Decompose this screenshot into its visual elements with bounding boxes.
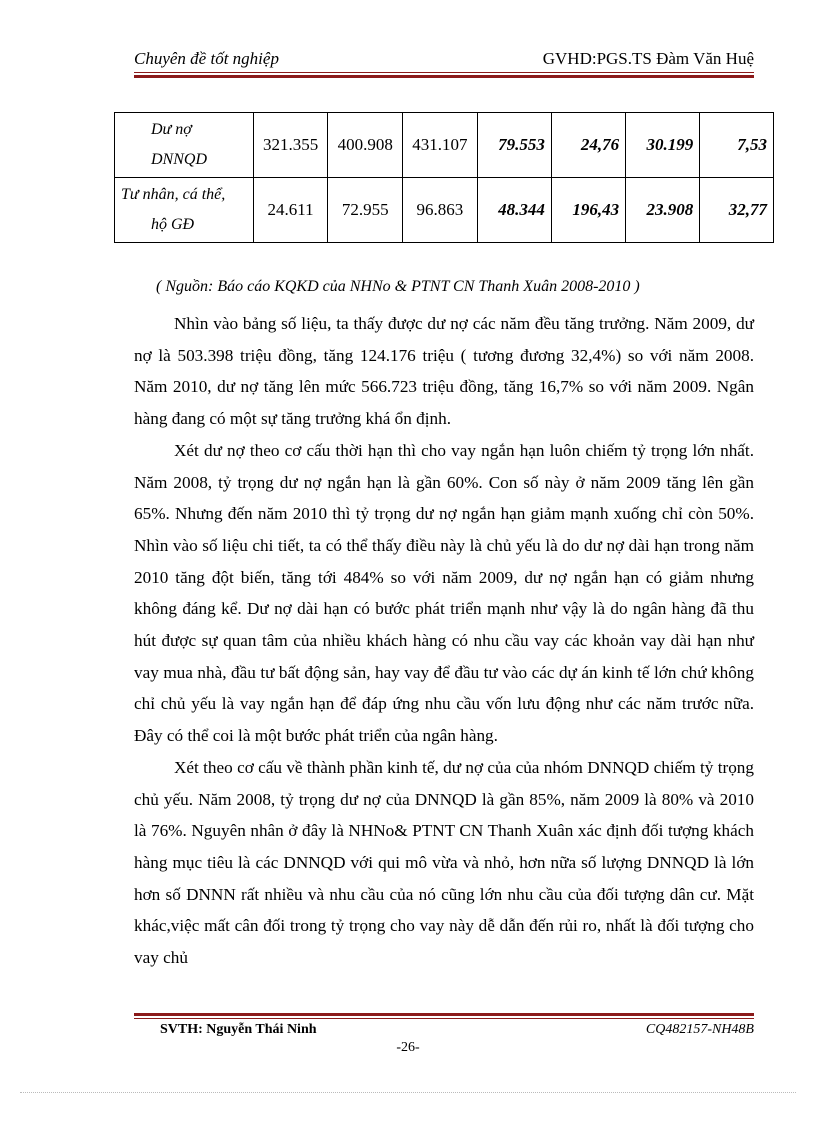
footer-code: CQ482157-NH48B [645, 1022, 754, 1037]
header-advisor: GVHD:PGS.TS Đàm Văn Huệ [542, 49, 754, 68]
body-text [134, 308, 754, 974]
page-header [134, 46, 754, 70]
table-source-note: ( Nguồn: Báo cáo KQKD của NHNo & PTNT CN Thanh Xuân 2008-2010 ) [156, 278, 640, 295]
table-cell: 23.908 [626, 178, 700, 243]
paragraph: Nhìn vào bảng số liệu, ta thấy được dư nợ các năm đều tăng trưởng. Năm 2009, dư nợ là 503.398 triệu đồng, tăng 124.176 triệu ( tương đương 32,4%) so với năm 2008. Năm 2010, dư nợ tăng lên mức 566.723 triệu đồng, tăng 16,7% so với năm 2009. Ngân hàng đang có một sự tăng trưởng khá ổn định. [134, 314, 754, 429]
table-cell: 321.355 [253, 113, 328, 178]
paragraph: Xét dư nợ theo cơ cấu thời hạn thì cho vay ngắn hạn luôn chiếm tỷ trọng lớn nhất. Năm 2008, tỷ trọng dư nợ ngắn hạn là gần 60%. Con số này ở năm 2009 tăng lên gần 65%. Nhưng đến năm 2010 thì tỷ trọng dư nợ ngắn hạn giảm mạnh xuống chỉ còn 50%. Nhìn vào số liệu chi tiết, ta có thể thấy điều này là chủ yếu là do dư nợ dài hạn trong năm 2010 tăng đột biến, tăng tới 484% so với năm 2009, dư nợ ngắn hạn có giảm nhưng không đáng kể. Dư nợ dài hạn có bước phát triển mạnh như vậy là do ngân hàng đã thu hút được sự quan tâm của nhiều khách hàng có nhu cầu vay các khoản vay dài hạn như vay mua nhà, đầu tư bất động sản, hay vay để đầu tư vào các dự án kinh tế lớn chứ không chỉ chủ yếu là vay ngắn hạn để đáp ứng nhu cầu vốn lưu động như các năm trước nữa. Đây có thể coi là một bước phát triển của ngân hàng. [134, 440, 754, 746]
row-label [115, 113, 254, 178]
table-cell: 431.107 [403, 113, 478, 178]
table-cell: 24,76 [551, 113, 625, 178]
table-cell: 24.611 [253, 178, 328, 243]
row-label-line: Dư nợ [151, 121, 192, 138]
footer-student: SVTH: Nguyễn Thái Ninh [160, 1022, 317, 1037]
row-label-line: hộ GĐ [151, 216, 195, 233]
table-cell: 32,77 [700, 178, 774, 243]
table-cell: 7,53 [700, 113, 774, 178]
row-label-line: DNNQD [151, 151, 208, 168]
table-cell: 79.553 [477, 113, 551, 178]
page-footer [160, 1020, 754, 1042]
table-row [115, 178, 774, 243]
loan-table [114, 112, 774, 243]
row-label-line: Tư nhân, cá thể, [121, 186, 226, 203]
table-row [115, 113, 774, 178]
header-rule-thin [134, 72, 754, 73]
table-cell: 96.863 [403, 178, 478, 243]
table-cell: 48.344 [477, 178, 551, 243]
footer-rule-thin [134, 1018, 754, 1019]
paragraph: Xét theo cơ cấu về thành phần kinh tế, dư nợ của của nhóm DNNQD chiếm tỷ trọng chủ yếu. Năm 2008, tỷ trọng dư nợ của DNNQD là gần 85%, năm 2009 là 80% và 2010 là 76%. Nguyên nhân ở đây là NHNo& PTNT CN Thanh Xuân xác định đối tượng khách hàng mục tiêu là các DNNQD với qui mô vừa và nhỏ, hơn nữa số lượng DNNQD là lớn hơn số DNNN rất nhiều và nhu cầu của nó cũng lớn nhu cầu của đối tượng dân cư. Mặt khác,việc mất cân đối trong tỷ trọng cho vay này dễ dẫn đến rủi ro, nhất là đối tượng cho vay chủ [134, 757, 754, 968]
table-cell: 30.199 [626, 113, 700, 178]
page-number: -26- [396, 1040, 420, 1055]
header-rule-thick [134, 75, 754, 78]
row-label [115, 178, 254, 243]
footer-rule-thick [134, 1013, 754, 1016]
page-bottom-divider [20, 1092, 796, 1093]
table-cell: 400.908 [328, 113, 403, 178]
table-cell: 72.955 [328, 178, 403, 243]
header-title: Chuyên đề tốt nghiệp [134, 49, 279, 68]
table-cell: 196,43 [551, 178, 625, 243]
